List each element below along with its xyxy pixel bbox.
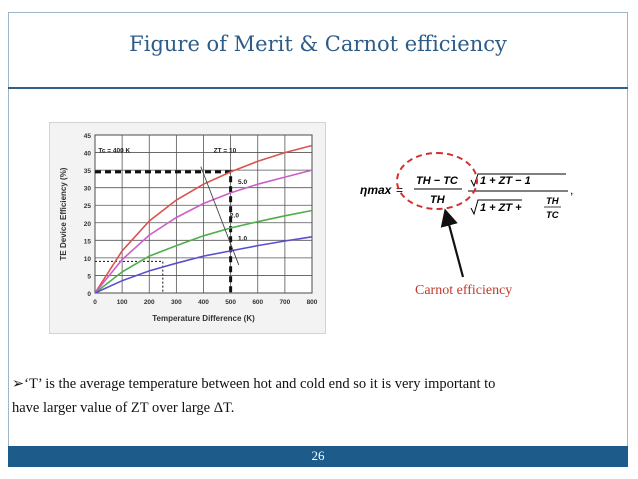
y-tick-label: 30 — [83, 185, 91, 193]
slide-title: Figure of Merit & Carnot efficiency — [129, 32, 507, 56]
formula-lhs: ηmax — [360, 183, 392, 197]
y-tick-label: 45 — [83, 133, 91, 140]
bullet-line-1 — [12, 372, 622, 396]
x-tick-label: 800 — [306, 299, 318, 306]
x-tick-label: 500 — [225, 299, 237, 306]
y-tick-label: 20 — [83, 220, 91, 228]
page-number: 26 — [311, 448, 325, 463]
sqrt-numerator: 1 + ZT − 1 — [480, 175, 531, 187]
x-tick-label: 200 — [143, 299, 155, 306]
chart-annotation: 5.0 — [238, 179, 248, 187]
y-axis-label: TE Device Efficiency (%) — [59, 167, 68, 261]
chart-annotation: Tc = 400 K — [98, 147, 131, 155]
efficiency-chart-svg — [50, 123, 325, 333]
bullet-text — [12, 372, 622, 420]
chart-annotation: 2.0 — [229, 212, 239, 220]
bullet-marker: ➢ — [12, 376, 25, 392]
bullet-line-2: have larger value of ZT over large ΔT. — [12, 400, 235, 416]
y-tick-label: 5 — [87, 273, 91, 281]
x-tick-label: 600 — [252, 299, 264, 306]
sqrt-denominator-left: 1 + ZT + — [480, 202, 522, 214]
y-tick-label: 0 — [87, 291, 91, 298]
formula-comma: , — [570, 183, 574, 197]
y-tick-label: 40 — [83, 150, 91, 158]
y-tick-label: 35 — [83, 168, 91, 176]
x-tick-label: 400 — [198, 299, 209, 306]
x-tick-label: 700 — [279, 299, 291, 306]
carnot-numerator: TH − TC — [416, 175, 458, 187]
chart-annotation: 1.0 — [238, 235, 248, 243]
th-over-tc-den: TC — [546, 210, 559, 221]
bullet-line-1-text: ‘T’ is the average temperature between hot and cold end so it is very important to — [24, 376, 496, 392]
footer-bar — [8, 446, 628, 467]
formula-equals: = — [396, 183, 404, 197]
th-over-tc-num: TH — [546, 196, 559, 207]
x-tick-label: 0 — [93, 299, 97, 306]
callout-arrow — [430, 205, 480, 285]
chart-annotation: ZT = 10 — [213, 147, 237, 155]
y-tick-label: 15 — [83, 238, 91, 246]
x-tick-label: 300 — [170, 299, 182, 306]
y-tick-label: 25 — [83, 203, 91, 211]
efficiency-chart — [49, 122, 326, 334]
x-axis-label: Temperature Difference (K) — [152, 314, 255, 323]
title-bar — [8, 12, 628, 89]
carnot-denominator: TH — [430, 194, 445, 206]
y-tick-label: 10 — [83, 255, 91, 263]
callout-label: Carnot efficiency — [415, 283, 513, 298]
carnot-term-highlight — [396, 152, 478, 210]
x-tick-label: 100 — [116, 299, 128, 306]
